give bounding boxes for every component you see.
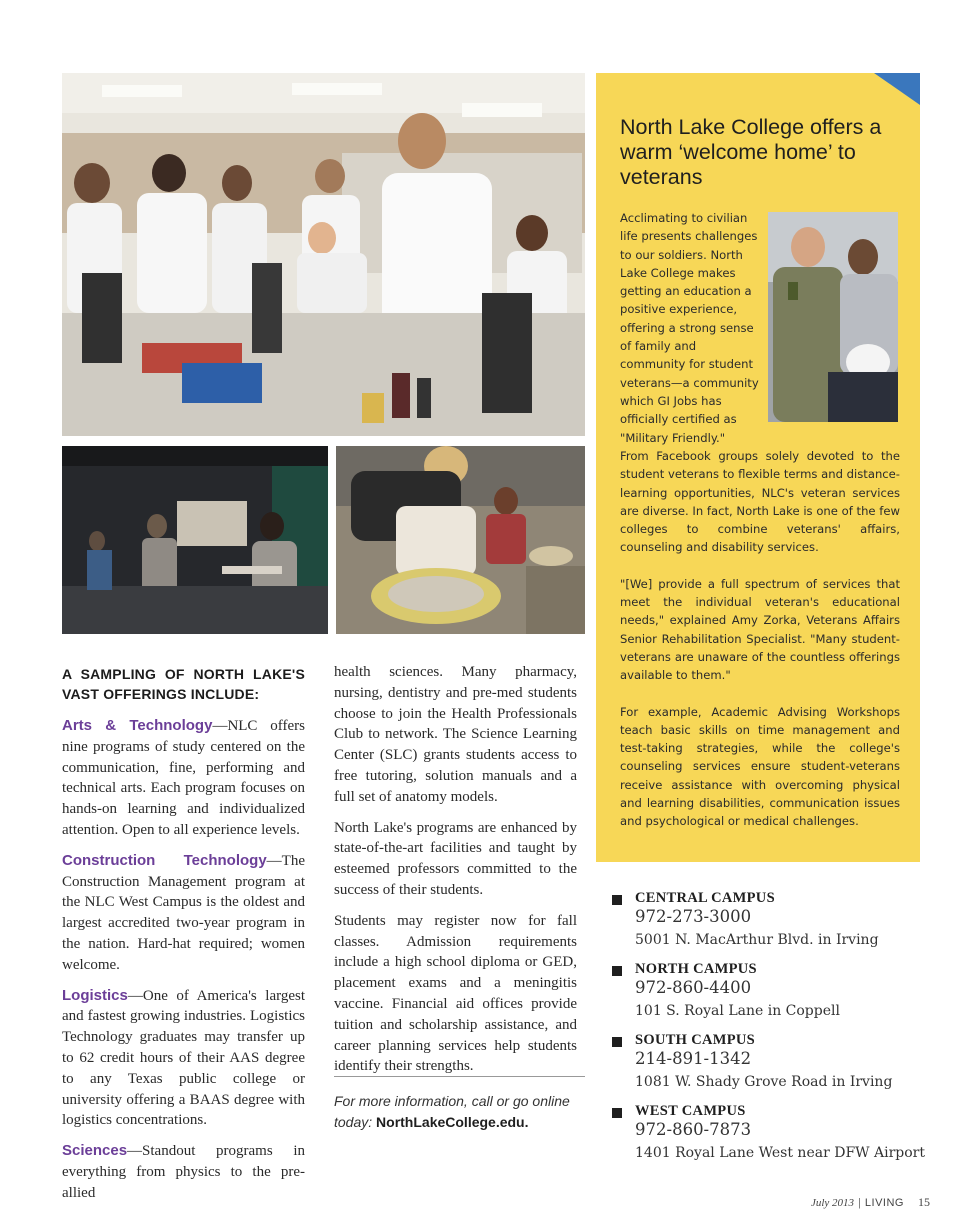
- campus-address: 1081 W. Shady Grove Road in Irving: [635, 1074, 893, 1090]
- divider: [334, 1076, 585, 1077]
- veterans-sidebar: [596, 73, 920, 862]
- science-lab-photo: [62, 73, 585, 436]
- pottery-studio-photo: [336, 446, 585, 634]
- program-name: Sciences: [62, 1142, 128, 1160]
- sciences-continued: health sciences. Many pharmacy, nursing, dentistry and pre-med students choose to join the Health Professionals Club to network. The Science Learning Center (SLC) grants students access to free tutoring, solution manuals and a full set of anatomy models.: [334, 664, 577, 805]
- sidebar-paragraph: "[We] provide a full spectrum of services that meet the individual veteran's educational needs," explained Amy Zorka, Veterans Affairs Senior Rehabilitation Specialist. "Many student-veterans are unaware of the countless offerings available to them.": [620, 576, 900, 683]
- more-info: [334, 1091, 594, 1133]
- section-name: LIVING: [864, 1197, 904, 1209]
- program-name: Arts & Technology: [62, 717, 213, 734]
- more-info-text: For more information, call or go online today:: [334, 1093, 570, 1130]
- program-text: —NLC offers nine programs of study centered on the communication, fine, performing and technical arts. Each program focuses on hands-on learning and individualized attention. Open to all experience levels.: [62, 718, 305, 838]
- campus-address: 5001 N. MacArthur Blvd. in Irving: [635, 932, 879, 948]
- sidebar-title: North Lake College offers a warm ‘welcome home’ to veterans: [620, 115, 882, 189]
- registration-paragraph: Students may register now for fall classes. Admission requirements include a high school diploma or GED, placement exams and a meningitis vaccine. Financial aid offices provide tuition and scholarship assistance, and career planning services help students identify their strengths.: [334, 912, 577, 1075]
- square-bullet-icon: [612, 1037, 622, 1047]
- campus-address: 101 S. Royal Lane in Coppell: [635, 1003, 840, 1019]
- square-bullet-icon: [612, 895, 622, 905]
- campus-name: CENTRAL CAMPUS: [635, 890, 775, 906]
- issue-date: July 2013: [810, 1197, 855, 1209]
- classroom-photo: [62, 446, 328, 634]
- program-text: —One of America's largest and fastest growing industries. Logistics Technology graduates may transfer up to 62 credit hours of their AAS degree to any Texas public college or university offering a BAAS degree with logistics concentrations.: [62, 987, 305, 1129]
- campus-name: SOUTH CAMPUS: [635, 1032, 756, 1048]
- page-footer: [811, 1195, 930, 1210]
- sidebar-paragraph: From Facebook groups solely devoted to the student veterans to flexible terms and distance-learning opportunities, NLC's veteran services are diverse. In fact, North Lake is one of the few colleges to combine veterans' affairs, counseling and disability services.: [620, 449, 900, 555]
- sidebar-intro: Acclimating to civilian life presents challenges to our soldiers. North Lake College makes getting an education a positive experience, offering a strong sense of family and community for student veterans—a community which GI Jobs has officially certified as "Military Friendly.": [620, 211, 759, 445]
- program-text: —The Construction Management program at the NLC West Campus is the oldest and largest accredited two-year program in the nation. Hard-hat required; women welcome.: [62, 852, 305, 973]
- page-number: 15: [918, 1195, 930, 1209]
- sidebar-body: [620, 447, 900, 849]
- square-bullet-icon: [612, 1108, 622, 1118]
- campus-phone[interactable]: 972-273-3000: [635, 907, 752, 926]
- offering-construction: [62, 851, 305, 976]
- program-name: Construction Technology: [62, 851, 267, 869]
- campus-name: NORTH CAMPUS: [635, 961, 757, 977]
- footer-separator: |: [858, 1197, 861, 1209]
- campus-name: WEST CAMPUS: [635, 1103, 746, 1119]
- program-text: —Standout programs in everything from physics to the pre-allied: [62, 1143, 305, 1201]
- offerings-column-2: [334, 662, 577, 1087]
- offering-arts: [62, 716, 305, 841]
- campus-phone[interactable]: 972-860-4400: [635, 978, 752, 997]
- square-bullet-icon: [612, 966, 622, 976]
- campus-address: 1401 Royal Lane West near DFW Airport: [635, 1145, 925, 1161]
- campus-phone[interactable]: 214-891-1342: [635, 1049, 752, 1068]
- sidebar-paragraph: For example, Academic Advising Workshops teach basic skills on time management and test-taking strategies, while the college's counseling services ensure student-veterans receive assistance with overcoming physical and learning disabilities, communication issues and psychological or medical challenges.: [620, 704, 900, 829]
- offerings-column-1: [62, 664, 305, 1214]
- facilities-paragraph: North Lake's programs are enhanced by state-of-the-art facilities and taught by esteemed professors committed to the success of their students.: [334, 819, 577, 898]
- website-link[interactable]: NorthLakeCollege.edu.: [376, 1114, 529, 1130]
- program-name: Logistics: [62, 986, 128, 1004]
- campus-phone[interactable]: 972-860-7873: [635, 1120, 752, 1139]
- offering-sciences: [62, 1141, 305, 1203]
- offerings-heading: A SAMPLING OF NORTH LAKE'S VAST OFFERINGS INCLUDE:: [62, 666, 305, 702]
- offering-logistics: [62, 986, 305, 1132]
- veterans-photo: [768, 212, 898, 422]
- corner-accent: [874, 73, 920, 105]
